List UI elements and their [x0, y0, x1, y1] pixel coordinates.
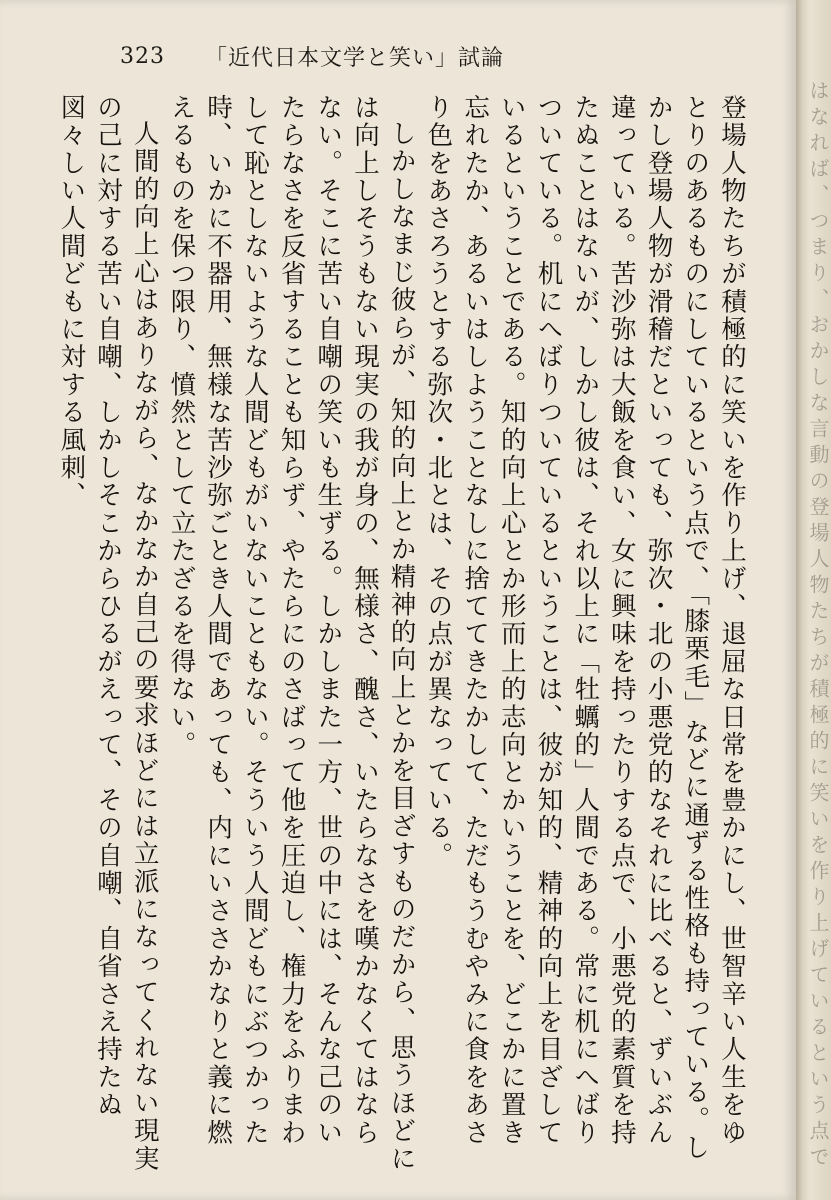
page-number: 323 — [120, 43, 165, 69]
paragraph: 人間的向上心はありながら、なかなか自己の要求ほどには立派になってくれない現実の己に対する苦い自嘲、しかしそこからひるがえって、その自嘲、自省さえ持たぬ図々しい人間どもに対する風刺、 — [56, 94, 160, 1173]
paragraph: 登場人物たちが積極的に笑いを作り上げ、退屈な日常を豊かにし、世智辛い人生をゆとりのあるものにしているという点で、「膝栗毛」などに通ずる性格も持っている。しかし登場人物が滑稽だといっても、弥次・北の小悪党的なそれに比べると、ずいぶん違っている。苦沙弥は大飯を食い、女に興味を持ったりする点で、小悪党的素質を持たぬことはないが、しかし彼は、それ以上に「牡蠣的」人間である。常に机にへばりついている。机にへばりついているということは、彼が知的、精神的向上を目ざしているということである。知的向上心とか形而上的志向とかいうことを、どこかに置き忘れたか、あるいはしようことなしに捨ててきたかして、ただもうむやみに食をあさり色をあさろうとする弥次・北とは、その点が異なっている。 — [423, 94, 747, 1162]
page-header — [120, 36, 504, 76]
running-title: 「近代日本文学と笑い」試論 — [205, 45, 505, 71]
vertical-body-text — [56, 94, 750, 1174]
facing-page-bleed-text: はなれば、つまり、おかしな言動の登場人物たちが積極的に笑いを作り上げているという点で — [806, 80, 830, 1172]
paragraph: しかしなまじ彼らが、知的向上とか精神的向上とかを目ざすものだから、思うほどには向上しそうもない現実の我が身の、無様さ、醜さ、いたらなさを嘆かなくてはならない。そこに苦い自嘲の笑いも生ずる。しかしまた一方、世の中には、そんな己のいたらなさを反省することも知らず、やたらにのさばって他を圧迫し、権力をふりまわして恥としないような人間どもがいないこともない。そういう人間どもにぶつかった時、いかに不器用、無様な苦沙弥ごとき人間であっても、内にいささかなりと義に燃えるものを保つ限り、憤然として立たざるを得ない。 — [166, 94, 417, 1173]
